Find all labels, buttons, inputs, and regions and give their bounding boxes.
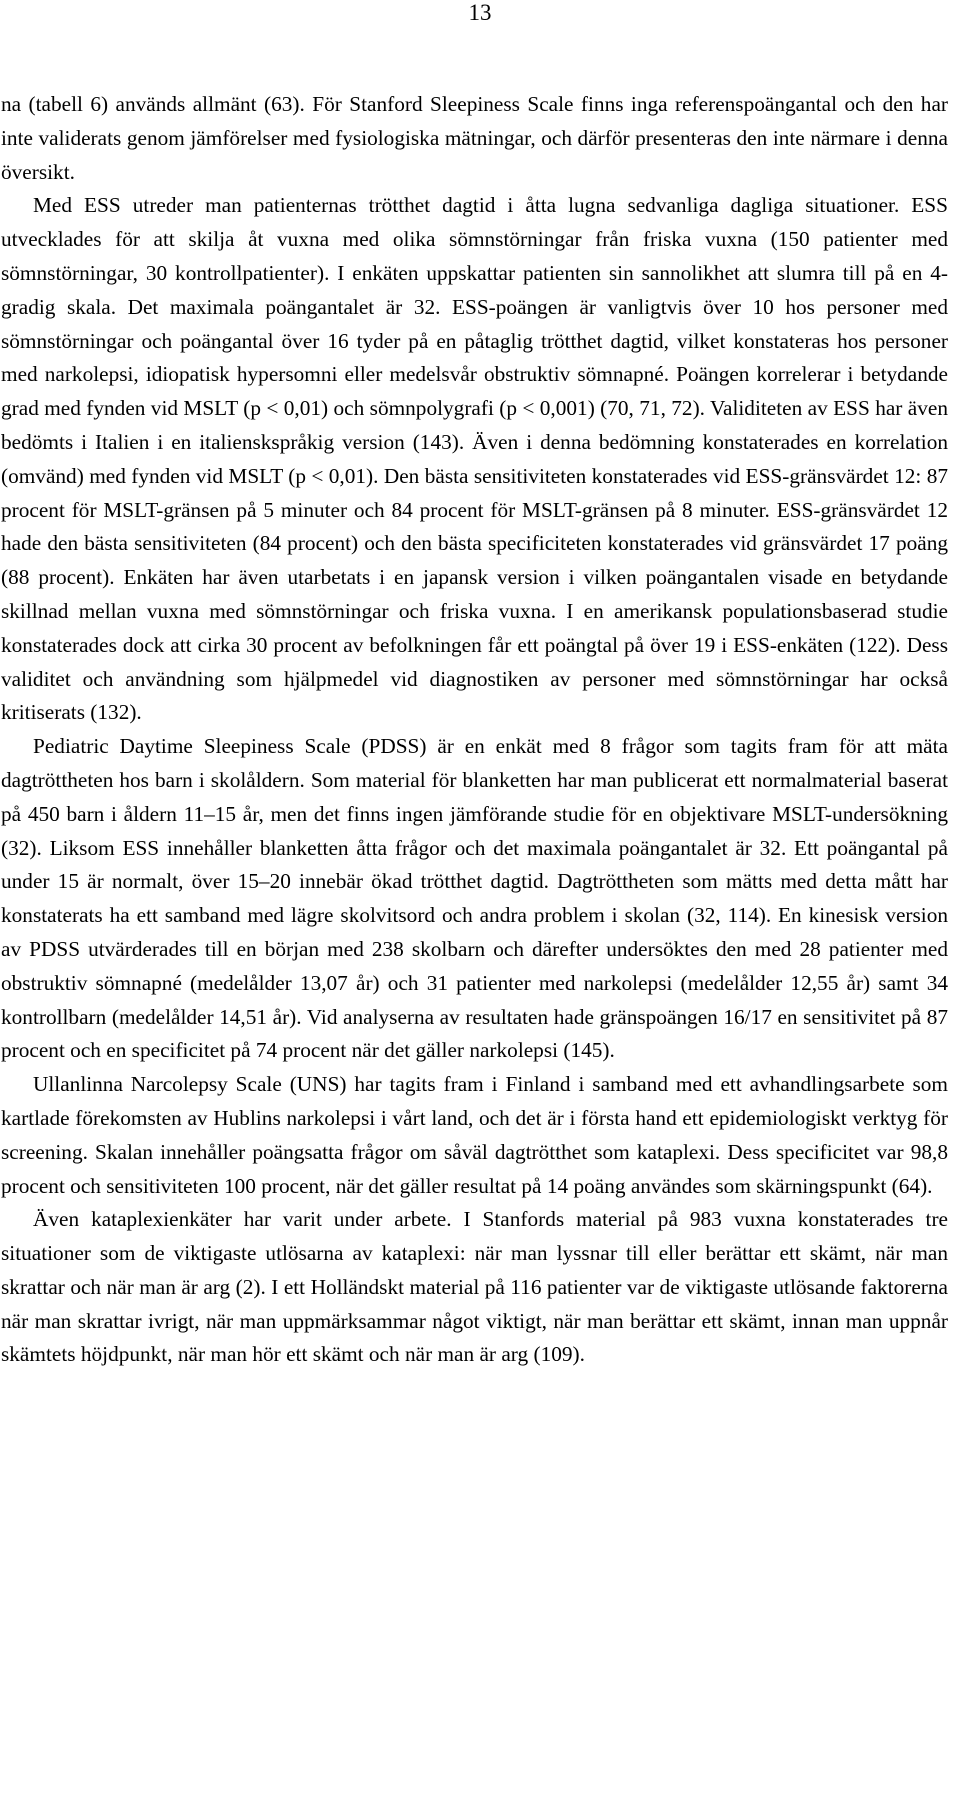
paragraph-table-reference: na (tabell 6) används allmänt (63). För Stanford Sleepiness Scale finns inga referenspoängantal och den har inte validerats genom jämförelser med fysiologiska mätningar, och därför presenteras den inte närmare i denna översikt. — [1, 92, 948, 184]
paragraph-pdss: Pediatric Daytime Sleepiness Scale (PDSS) är en enkät med 8 frågor som tagits fram för att mäta dagtröttheten hos barn i skolåldern. Som material för blanketten har man publicerat ett normalmaterial baserat på 450 barn i åldern 11–15 år, men det finns ingen jämförande studie för en objektivare MSLT-undersökning (32). Liksom ESS innehåller blanketten åtta frågor och det maximala poängantalet är 32. Ett poängantal på under 15 är normalt, över 15–20 innebär ökad trötthet dagtid. Dagtröttheten som mätts med detta mått har konstaterats ha ett samband med lägre skolvitsord och andra problem i skolan (32, 114). En kinesisk version av PDSS utvärderades till en början med 238 skolbarn och därefter undersöktes den med 28 patienter med obstruktiv sömnapné (medelålder 13,07 år) och 31 patienter med narkolepsi (medelålder 12,55 år) samt 34 kontrollbarn (medelålder 14,51 år). Vid analyserna av resultaten hade gränspoängen 16/17 en sensitivitet på 87 procent och en specificitet på 74 procent när det gäller narkolepsi (145). — [1, 734, 948, 1063]
paragraph-ess: Med ESS utreder man patienternas trötthet dagtid i åtta lugna sedvanliga dagliga situationer. ESS utvecklades för att skilja åt vuxna med olika sömnstörningar från friska vuxna (150 patienter med sömnstörningar, 30 kontrollpatienter). I enkäten uppskattar patienten sin sannolikhet att slumra till på en 4-gradig skala. Det maximala poängantalet är 32. ESS-poängen är vanligtvis över 10 hos personer med sömnstörningar och poängantal över 16 tyder på en påtaglig trötthet dagtid, vilket konstateras hos personer med narkolepsi, idiopatisk hypersomni eller medelsvår obstruktiv sömnapné. Poängen korrelerar i betydande grad med fynden vid MSLT (p < 0,01) och sömnpolygrafi (p < 0,001) (70, 71, 72). Validiteten av ESS har även bedömts i Italien i en italienskspråkig version (143). Även i denna bedömning konstaterades en korrelation (omvänd) med fynden vid MSLT (p < 0,01). Den bästa sensitiviteten konstaterades vid ESS-gränsvärdet 12: 87 procent för MSLT-gränsen på 5 minuter och 84 procent för MSLT-gränsen på 8 minuter. ESS-gränsvärdet 12 hade den bästa sensitiviteten (84 procent) och den bästa specificiteten konstaterades vid gränsvärdet 17 poäng (88 procent). Enkäten har även utarbetats i en japansk version i vilken poängantalen visade en betydande skillnad mellan vuxna med sömnstörningar och friska vuxna. I en amerikansk populationsbaserad studie konstaterades dock att cirka 30 procent av befolkningen får ett poängtal på över 19 i ESS-enkäten (122). Dess validitet och användning som hjälpmedel vid diagnostiken av personer med sömnstörningar har också kritiserats (132). — [1, 193, 948, 725]
paragraph-cataplexy: Även kataplexienkäter har varit under arbete. I Stanfords material på 983 vuxna konstaterades tre situationer som de viktigaste utlösarna av kataplexi: när man lyssnar till eller berättar ett skämt, när man skrattar och när man är arg (2). I ett Holländskt material på 116 patienter var de viktigaste utlösande faktorerna när man skrattar ivrigt, när man uppmärksammar något viktigt, när man berättar ett skämt, innan man uppnår skämtets höjdpunkt, när man hör ett skämt och när man är arg (109). — [1, 1207, 948, 1367]
body-text — [1, 88, 948, 1372]
page-number: 13 — [468, 0, 492, 25]
paragraph-uns: Ullanlinna Narcolepsy Scale (UNS) har tagits fram i Finland i samband med ett avhandlingsarbete som kartlade förekomsten av Hublins narkolepsi i vårt land, och det är i första hand ett epidemiologiskt verktyg för screening. Skalan innehåller poängsatta frågor om såväl dagtrötthet som kataplexi. Dess specificitet var 98,8 procent och sensitiviteten 100 procent, när det gäller resultat på 14 poäng användes som skärningspunkt (64). — [1, 1072, 948, 1198]
